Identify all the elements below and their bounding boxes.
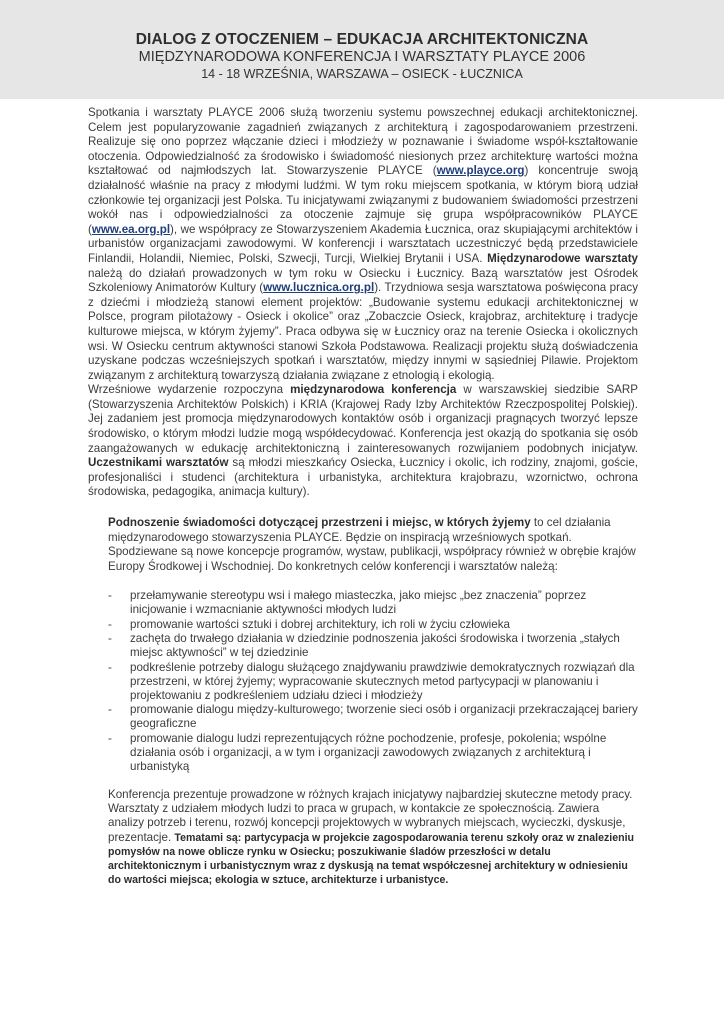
intro-bold-workshops: Międzynarodowe warsztaty	[487, 251, 639, 265]
conclusion-section	[108, 788, 638, 887]
list-item: - promowanie dialogu między-kulturowego; tworzenie sieci osób i organizacji przekraczającej bariery geograficzne	[108, 703, 638, 731]
intro-bold-conference: międzynarodowa konferencja	[290, 383, 457, 397]
conclusion-paragraph	[108, 788, 638, 887]
document-header	[0, 0, 724, 99]
link-lucznica[interactable]: www.lucznica.org.pl	[263, 281, 375, 295]
header-title: DIALOG Z OTOCZENIEM – EDUKACJA ARCHITEKTONICZNA	[135, 31, 589, 48]
goals-section	[108, 516, 638, 574]
list-item: - promowanie dialogu ludzi reprezentujących różne pochodzenie, profesje, pokolenia; wspólne działania osób i organizacji, a w tym i organizacji zawodowych związanych z architekturą i urbanistyką	[108, 732, 638, 774]
conclusion-bold-topics: Tematami są: partycypacja w projekcie zagospodarowania terenu szkoły oraz w znalezieniu pomysłów na nowe oblicze rynku w Osiecku; poszukiwanie śladów przeszłości w detalu architektonicznym i urbanistycznym wraz z dyskusją na temat współczesnej architektury w odniesieniu do wartości miejsca; ekologia w sztuce, architekturze i urbanistyce.	[108, 831, 634, 887]
intro-section	[88, 106, 638, 500]
link-ea[interactable]: www.ea.org.pl	[91, 222, 171, 236]
header-date-location: 14 - 18 WRZEŚNIA, WARSZAWA – OSIECK - ŁUCZNICA	[201, 67, 523, 81]
goals-text: to cel działania międzynarodowego stowarzyszenia PLAYCE. Będzie on inspiracją wrześniowych spotkań. Spodziewane są nowe koncepcje programów, wystaw, publikacji, współpracy również w obrębie krajów Europy Środkowej i Wschodniej. Do konkretnych celów konferencji i warsztatów należą:	[108, 516, 636, 573]
list-item: - zachęta do trwałego działania w dziedzinie podnoszenia jakości środowiska i tworzenia „stałych miejsc aktywności” w tej dziedzinie	[108, 632, 638, 660]
intro-text: należą do działań prowadzonych w tym roku w Osiecku i Łucznicy. Bazą warsztatów jest Ośrodek Szkoleniowy Animatorów Kultury (	[88, 266, 638, 295]
list-item: - podkreślenie potrzeby dialogu służącego znajdywaniu prawdziwie demokratycznych rozwiązań dla przestrzeni, w której żyjemy; wypracowanie skutecznych metod partycypacji w planowaniu i projektowaniu z podkreśleniem udziału dzieci i młodzieży	[108, 661, 638, 703]
list-item: - promowanie wartości sztuki i dobrej architektury, ich roli w życiu człowieka	[108, 618, 638, 632]
intro-paragraph-2	[88, 383, 638, 500]
intro-text: są młodzi mieszkańcy Osiecka, Łucznicy i okolic, ich rodziny, znajomi, goście, profesjonaliści i studenci (architektura i urbanistyka, architektura krajobrazu, wzornictwo, ochrona środowiska, pedagogika, animacja kultury).	[88, 456, 638, 499]
goals-paragraph	[108, 516, 638, 574]
link-playce[interactable]: www.playce.org	[436, 164, 525, 178]
list-item: - przełamywanie stereotypu wsi i małego miasteczka, jako miejsc „bez znaczenia” poprzez inicjowanie i wzmacnianie aktywności młodych ludzi	[108, 589, 638, 617]
header-subtitle: MIĘDZYNARODOWA KONFERENCJA I WARSZTATY PLAYCE 2006	[138, 49, 586, 65]
goals-list	[108, 589, 638, 774]
goals-bold: Podnoszenie świadomości dotyczącej przestrzeni i miejsc, w których żyjemy	[108, 516, 531, 529]
intro-text: ). Trzydniowa sesja warsztatowa poświęcona pracy z dziećmi i młodzieżą stanowi element projektów: „Budowanie systemu edukacji architektonicznej w Polsce, program pilotażowy - Osieck i okolice” oraz „Zobaczcie Osieck, krajobraz, architekturę i tradycje kulturowe miejsca, w którym żyjemy”. Praca odbywa się w Łucznicy oraz na terenie Osiecka i okolicznych wsi. W Osiecku centrum aktywności stanowi Szkoła Podstawowa. Realizacji projektu służą doświadczenia uzyskane podczas wcześniejszych spotkań i warsztatów, między innymi w sąsiedniej Pilawie. Projektom związanym z architekturą towarzyszą działania związane z etnologią i ekologią.	[88, 281, 638, 382]
conclusion-text: Konferencja prezentuje prowadzone w różnych krajach inicjatywy najbardziej skuteczne metody pracy. Warsztaty z udziałem młodych ludzi to praca w grupach, w kontakcie ze społecznością. Zawiera analizy potrzeb i terenu, rozwój koncepcji projektowych w wybranych miejscach, wycieczki, dyskusje, prezentacje.	[108, 788, 633, 844]
intro-text: ) koncentruje swoją działalność właśnie na pracy z młodymi ludźmi. W tym roku miejscem spotkania, w którym biorą udział członkowie tej organizacji jest Polska. Tu inicjatywami związanymi z budowaniem świadomości przestrzeni wokół nas i odpowiedzialności za otoczenie zajmuje się grupa współpracowników PLAYCE (	[88, 164, 638, 236]
intro-paragraph-1	[88, 106, 638, 383]
intro-text: w warszawskiej siedzibie SARP (Stowarzyszenia Architektów Polskich) i KRIA (Krajowej Rady Izby Architektów Rzeczpospolitej Polskiej). Jej zadaniem jest promocja międzynarodowych kontaktów osób i organizacji pragnących tworzyć lepsze środowisko, o którym młodzi ludzie mogą współdecydować. Konferencja jest okazją do spotkania się osób zaangażowanych w edukację architektoniczną i zainteresowanych rozwijaniem podobnych inicjatyw.	[88, 383, 638, 455]
intro-bold-participants: Uczestnikami warsztatów	[88, 456, 229, 470]
intro-text: Spotkania i warsztaty PLAYCE 2006 służą tworzeniu systemu powszechnej edukacji architektonicznej. Celem jest popularyzowanie zagadnień związanych z architekturą i zagospodarowaniem przestrzeni. Realizuje się ono poprzez włączanie dzieci i młodzieży w poznawanie i świadome współ-kształtowanie otoczenia. Odpowiedzialność za środowisko i świadomość niesionych przez architekturę wartości można kształtować od najmłodszych lat. Stowarzyszenie PLAYCE (	[88, 106, 638, 178]
intro-text: ), we współpracy ze Stowarzyszeniem Akademia Łucznica, oraz skupiającymi architektów i urbanistów organizacjami zawodowymi. W konferencji i warsztatach uczestniczyć będą przedstawiciele Finlandii, Holandii, Niemiec, Polski, Szwecji, Turcji, Wielkiej Brytanii i USA.	[88, 222, 638, 265]
intro-text: Wrześniowe wydarzenie rozpoczyna	[88, 383, 291, 397]
